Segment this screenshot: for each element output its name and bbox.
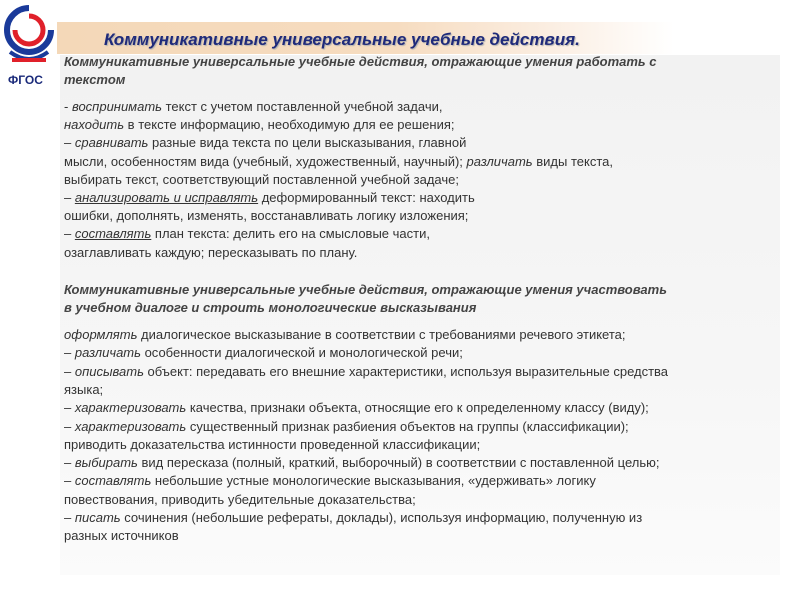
line-text: качества, признаки объекта, относящие его к определенному классу (виду); bbox=[186, 400, 649, 416]
logo-red-bar bbox=[12, 58, 46, 62]
list-line bbox=[64, 344, 463, 361]
list-line bbox=[64, 134, 466, 151]
section2-heading-line2: в учебном диалоге и строить монологические высказывания bbox=[64, 300, 477, 315]
action-verb: составлять bbox=[74, 226, 152, 242]
section1-heading-line2: текстом bbox=[64, 72, 126, 87]
list-line bbox=[64, 363, 668, 380]
line-text: разные вида текста по цели высказывания, главной bbox=[148, 135, 467, 151]
action-verb: составлять bbox=[74, 473, 152, 489]
line-text: план текста: делить его на смысловые части, bbox=[151, 226, 430, 242]
line-text: мысли, особенностям вида (учебный, художественный, научный); bbox=[64, 153, 467, 169]
line-text: существенный признак разбиения объектов на группы (классификации); bbox=[186, 418, 629, 434]
list-line bbox=[64, 171, 459, 188]
line-text: – bbox=[64, 473, 75, 489]
line-text: – bbox=[64, 226, 75, 242]
line-text: повествования, приводить убедительные доказательства; bbox=[64, 491, 416, 507]
action-verb: различать bbox=[74, 345, 141, 361]
line-text: языка; bbox=[64, 381, 104, 397]
line-text: объект: передавать его внешние характеристики, используя выразительные средства bbox=[143, 363, 669, 379]
line-text: – bbox=[64, 455, 75, 471]
line-text: вид пересказа (полный, краткий, выборочный) в соответствии с поставленной целью; bbox=[137, 455, 660, 471]
line-text: деформированный текст: находить bbox=[258, 190, 475, 205]
list-line bbox=[64, 116, 455, 133]
line-text: сочинения (небольшие рефераты, доклады), используя информацию, полученную из bbox=[120, 510, 643, 525]
line-text: виды текста, bbox=[532, 153, 613, 169]
line-text: текст с учетом поставленной учебной задачи, bbox=[162, 99, 443, 114]
action-verb: воспринимать bbox=[71, 99, 162, 114]
line-text: – bbox=[64, 400, 75, 416]
line-text: выбирать текст, соответствующий поставленной учебной задаче; bbox=[64, 171, 459, 187]
action-verb: характеризовать bbox=[74, 400, 187, 416]
action-verb: писать bbox=[74, 510, 121, 525]
line-text: – bbox=[64, 510, 75, 525]
list-line bbox=[64, 491, 416, 508]
action-verb: различать bbox=[466, 153, 533, 169]
line-text: – bbox=[64, 363, 75, 379]
logo-text: ФГОС bbox=[8, 73, 43, 87]
action-verb: сравнивать bbox=[74, 135, 149, 151]
page-title: Коммуникативные универсальные учебные действия. bbox=[104, 30, 580, 49]
action-verb: находить bbox=[64, 117, 125, 133]
list-line bbox=[64, 418, 629, 435]
logo-red-ring bbox=[15, 16, 43, 44]
section2-heading-line1: Коммуникативные универсальные учебные действия, отражающие умения участвовать bbox=[64, 282, 667, 297]
list-line bbox=[64, 207, 468, 224]
line-text: озаглавливать каждую; пересказывать по плану. bbox=[64, 244, 358, 260]
list-line bbox=[64, 189, 475, 206]
line-text: диалогическое высказывание в соответствии с требованиями речевого этикета; bbox=[137, 327, 626, 342]
action-verb: описывать bbox=[74, 363, 144, 379]
line-text: – bbox=[64, 135, 75, 151]
section1-heading-line1: Коммуникативные универсальные учебные действия, отражающие умения работать с bbox=[64, 54, 657, 69]
line-text: небольшие устные монологические высказывания, «удерживать» логику bbox=[151, 473, 596, 489]
list-line bbox=[64, 454, 659, 471]
list-line bbox=[64, 153, 613, 170]
list-line bbox=[64, 98, 442, 115]
list-line bbox=[64, 527, 179, 544]
line-text: – bbox=[64, 345, 75, 361]
list-line bbox=[64, 225, 430, 242]
action-verb: анализировать и исправлять bbox=[74, 190, 259, 205]
action-verb: характеризовать bbox=[74, 418, 187, 434]
line-text: разных источников bbox=[64, 528, 179, 544]
line-text: – bbox=[64, 418, 75, 434]
list-line bbox=[64, 509, 642, 526]
list-line bbox=[64, 436, 480, 453]
line-text: – bbox=[64, 190, 75, 205]
line-text: - bbox=[64, 99, 72, 114]
list-line bbox=[64, 326, 626, 343]
list-line bbox=[64, 381, 103, 398]
line-text: в тексте информацию, необходимую для ее решения; bbox=[124, 117, 455, 133]
list-line bbox=[64, 472, 596, 489]
list-line bbox=[64, 399, 649, 416]
line-text: особенности диалогической и монологической речи; bbox=[140, 345, 463, 361]
line-text: приводить доказательства истинности проведенной классификации; bbox=[64, 436, 481, 452]
action-verb: оформлять bbox=[64, 327, 138, 342]
action-verb: выбирать bbox=[74, 455, 138, 471]
list-line bbox=[64, 244, 357, 261]
line-text: ошибки, дополнять, изменять, восстанавливать логику изложения; bbox=[64, 208, 469, 224]
